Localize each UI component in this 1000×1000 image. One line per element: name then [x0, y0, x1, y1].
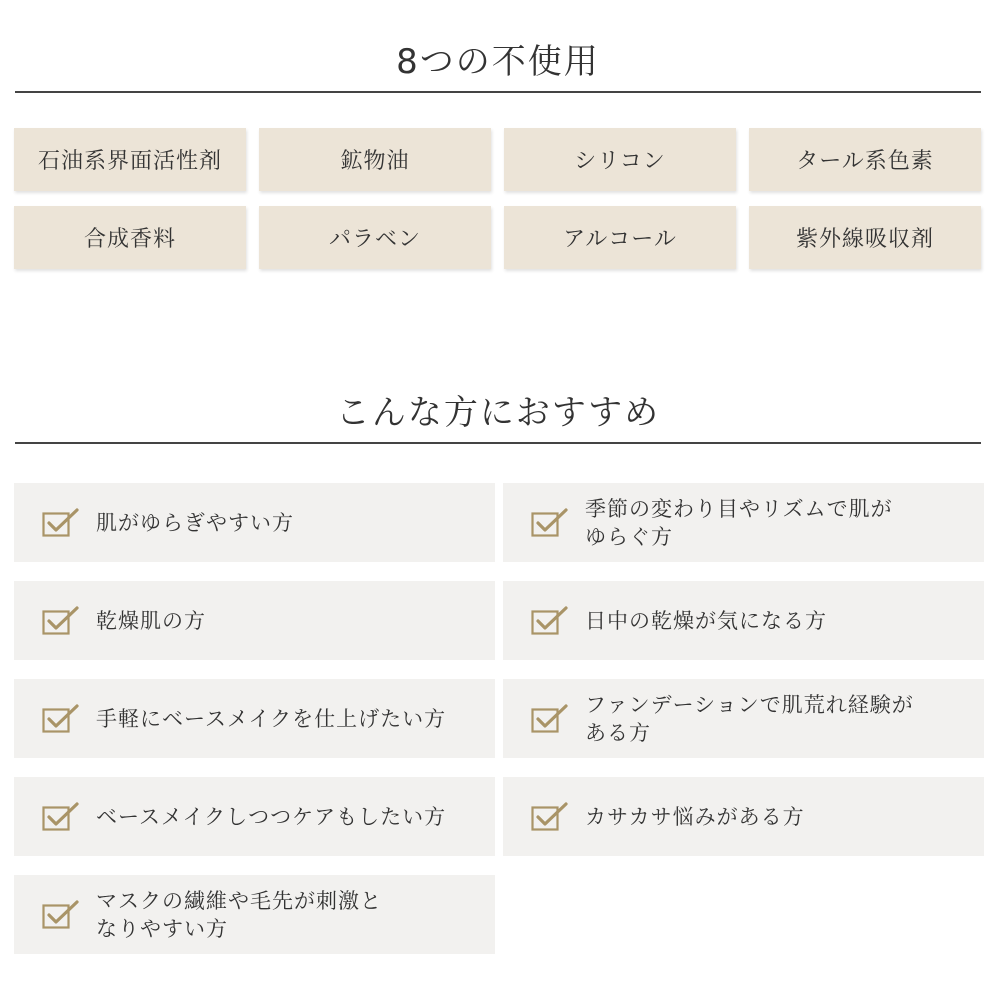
checkbox-check-icon: [531, 802, 569, 832]
checkbox-check-icon: [531, 704, 569, 734]
recommend-text-line: ベースメイクしつつケアもしたい方: [96, 804, 447, 829]
recommend-text-line: 肌がゆらぎやすい方: [96, 510, 294, 535]
recommend-text-line: ファンデーションで肌荒れ経験が: [585, 692, 914, 717]
recommend-text: [585, 607, 827, 635]
recommend-text-line: 季節の変わり目やリズムで肌が: [585, 496, 893, 521]
ingredient-item: タール系色素: [749, 128, 981, 191]
checkbox-check-icon: [42, 606, 80, 636]
checkbox-check-icon: [531, 606, 569, 636]
checkbox-check-icon: [42, 802, 80, 832]
recommend-text: [96, 705, 446, 733]
checkbox-check-icon: [42, 704, 80, 734]
checkbox-check-icon: [531, 508, 569, 538]
recommend-text-line: マスクの繊維や毛先が刺激と: [96, 888, 382, 913]
recommend-text-line: なりやすい方: [96, 916, 228, 941]
recommend-item: [503, 483, 984, 562]
checkbox-check-icon: [42, 900, 80, 930]
recommend-item: [14, 581, 495, 660]
recommend-item: [14, 679, 495, 758]
ingredient-item: 鉱物油: [259, 128, 491, 191]
recommend-text: [585, 803, 805, 831]
recommend-item: [503, 777, 984, 856]
recommend-text: [96, 803, 446, 831]
ingredients-divider: [15, 91, 981, 93]
recommend-text-line: 手軽にベースメイクを仕上げたい方: [96, 706, 447, 731]
recommend-text-line: 乾燥肌の方: [96, 608, 206, 633]
checkbox-check-icon: [42, 508, 80, 538]
recommend-item: [503, 581, 984, 660]
ingredient-item: アルコール: [504, 206, 736, 269]
recommend-item: [14, 483, 495, 562]
recommend-text: [585, 691, 914, 747]
recommend-item: [503, 679, 984, 758]
recommend-text: [96, 509, 294, 537]
ingredients-grid: [14, 128, 982, 269]
recommend-text-line: ある方: [585, 720, 651, 745]
ingredient-item: 石油系界面活性剤: [14, 128, 246, 191]
recommend-text: [585, 495, 893, 551]
recommend-text: [96, 887, 382, 943]
ingredient-item: シリコン: [504, 128, 736, 191]
recommend-text-line: 日中の乾燥が気になる方: [585, 608, 827, 633]
ingredient-item: 合成香料: [14, 206, 246, 269]
ingredients-title: 8つの不使用: [396, 42, 600, 82]
recommend-item: [14, 777, 495, 856]
recommend-title: こんな方におすすめ: [335, 393, 661, 433]
ingredient-item: パラベン: [259, 206, 491, 269]
recommend-text: [96, 607, 206, 635]
recommend-text-line: ゆらぐ方: [585, 524, 673, 549]
recommend-text-line: カサカサ悩みがある方: [585, 804, 805, 829]
recommend-item: [14, 875, 495, 954]
ingredient-item: 紫外線吸収剤: [749, 206, 981, 269]
recommend-grid: [14, 483, 984, 954]
recommend-divider: [15, 442, 981, 444]
